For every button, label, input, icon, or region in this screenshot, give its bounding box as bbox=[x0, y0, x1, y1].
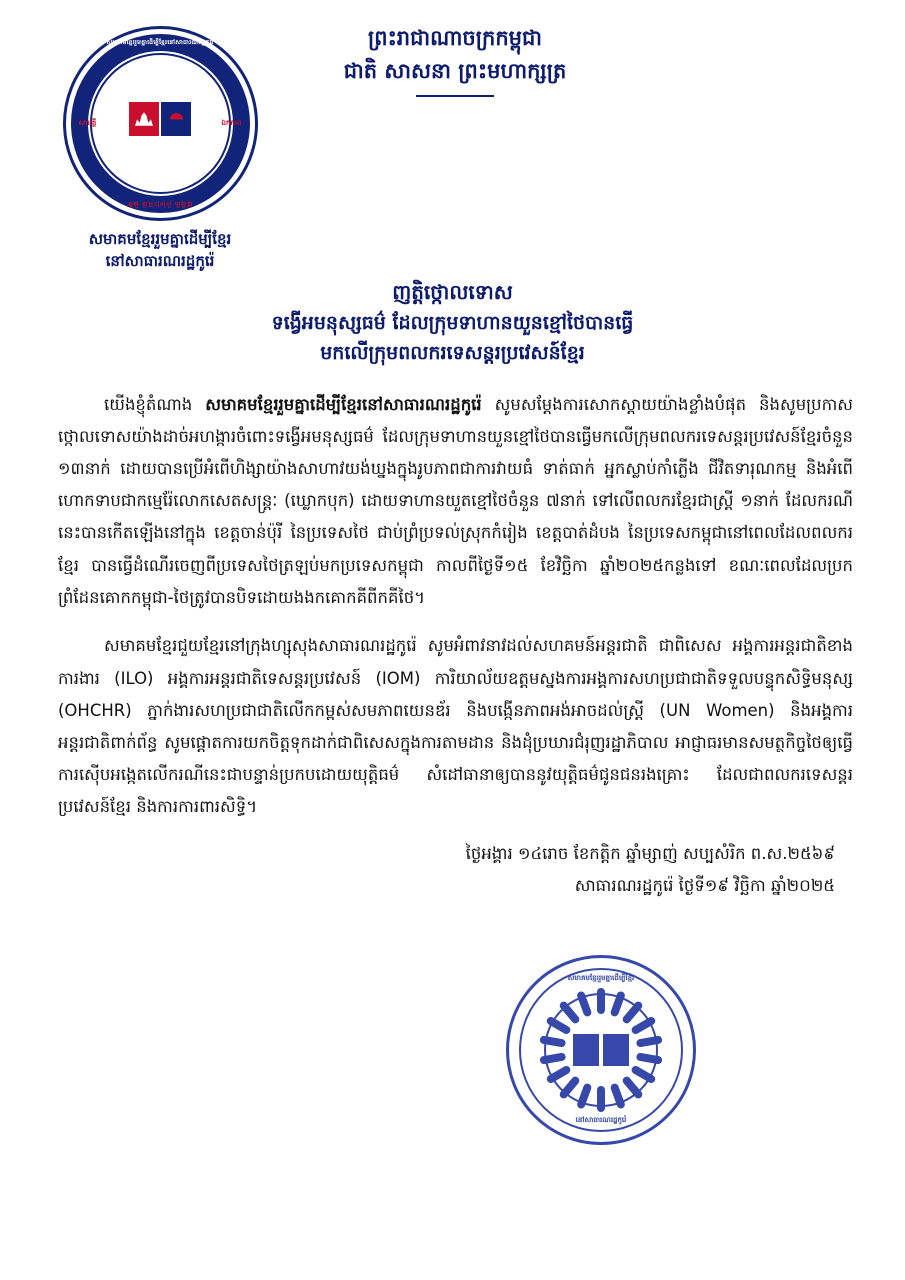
signature-date-buddhist: ថ្ងៃអង្គារ ១៤រោច ខែកត្តិក ឆ្នាំម្សាញ់ សប្បសំរិក ព.ស.២៥៦៩ bbox=[465, 843, 835, 863]
document-header bbox=[0, 0, 905, 270]
organization-name: សមាគមខ្មែររួមគ្នាដើម្បីខ្មែរនៅសាធារណរដ្ឋកូរ៉េ bbox=[205, 394, 482, 414]
cambodia-flag-icon bbox=[129, 102, 159, 136]
document-body bbox=[58, 389, 853, 824]
national-motto bbox=[290, 22, 620, 97]
logo-side-text-left: សាមគ្គី bbox=[78, 118, 97, 127]
logo-ring-text-bottom: 재한 캄보디아인 연합회 bbox=[127, 202, 193, 209]
title-line-2: ទង្វើអមនុស្សធម៌ ដែលក្រុមទាហានយួនខ្មៅថៃបានធ្វើ bbox=[271, 312, 634, 334]
stamp-text-top: សមាគមខ្មែររួមគ្នាដើម្បីខ្មែរ bbox=[567, 974, 635, 982]
title-line-1: ញត្តិថ្កោលទោស bbox=[392, 280, 513, 304]
stamp-core-emblem bbox=[573, 1034, 629, 1066]
korea-flag-icon bbox=[161, 102, 191, 136]
logo-ring-text-top: សមាគមខ្មែររួមគ្នាដើម្បីខ្មែរនៅសាធារណរដ្ឋកូរ៉េ bbox=[106, 39, 214, 46]
body-paragraph-1 bbox=[58, 389, 853, 614]
stamp-text-bottom: នៅសាធារណរដ្ឋកូរ៉េ bbox=[575, 1116, 627, 1124]
motto-divider bbox=[416, 95, 494, 97]
association-logo-block bbox=[40, 26, 280, 273]
page-title bbox=[133, 276, 773, 369]
paragraph1-rest: សូមសម្តែងការសោកស្តាយយ៉ាងខ្លាំងបំផុត និងសូមប្រកាសថ្កោលទោសយ៉ាងដាច់អហង្ការចំពោះទង្វើអមនុស្សធម៌ ដែលក្រុមទាហានយួនខ្មៅថៃបានធ្វើមកលើក្រុមពលករទេសន្តរប្រវេសន៍ខ្មែរចំនួន ១៣នាក់ ដោយបានប្រើអំពើហិង្សាយ៉ាងសាហាវយង់ឃ្នងក្នុងរូបភាពជាការវាយធំ ទាត់ធាក់ អ្នកស្លាប់កាំភ្លើង ជីវិតទារុណកម្ម និងអំពើហោកទាបជាកម្មេរ៉ែលោកសេតសន្ត្រៈ (ឃ្លោកបុក) ដោយទាហានយួតខ្មៅថៃចំនួន ៧នាក់ ទៅលើពលករខ្មែរជាស្ត្រី ១នាក់ ដែលករណីនេះបានកើតឡើងនៅក្នុង ខេត្តចាន់ប៉ុរី នៃប្រទេសថៃ ជាប់ព្រំប្រទល់ស្រុកកំរៀង ខេត្តបាត់ដំបង នៃប្រទេសកម្ពុជានៅពេលដែលពលករខ្មែរ បានធ្វើដំណើរចេញពីប្រទេសថៃត្រឡប់មកប្រទេសកម្ពុជា កាលពីថ្ងៃទី១៥ ខែវិច្ឆិកា ឆ្នាំ២០២៥កន្លងទៅ ខណៈពេលដែលប្រកព្រំដែនគោកកម្ពុជា-ថៃត្រូវបានបិទដោយងងកគោកគីពីកគីថៃ។ bbox=[58, 394, 853, 607]
association-logo-icon bbox=[63, 26, 258, 221]
motto-line-2: ជាតិ សាសនា ព្រះមហាក្សត្រ bbox=[343, 58, 567, 83]
paragraph1-lead: យើងខ្ញុំតំណាង bbox=[104, 394, 206, 414]
logo-side-text-right: ឯកភាព bbox=[221, 118, 242, 127]
logo-caption bbox=[40, 229, 280, 273]
logo-core bbox=[101, 64, 220, 183]
official-stamp-icon bbox=[506, 955, 696, 1145]
logo-caption-line2: នៅសាធារណរដ្ឋកូរ៉េ bbox=[105, 251, 215, 270]
signature-date-gregorian: សាធារណរដ្ឋកូរ៉េ ថ្ងៃទី១៩ វិច្ឆិកា ឆ្នាំ២០២៥ bbox=[574, 875, 835, 895]
logo-caption-line1: សមាគមខ្មែររួមគ្នាដើម្បីខ្មែរ bbox=[88, 230, 232, 248]
signature-block bbox=[0, 838, 835, 902]
motto-line-1: ព្រះរាជាណាចក្រកម្ពុជា bbox=[367, 26, 542, 50]
body-paragraph-2: សមាគមខ្មែរជួយខ្មែរនៅក្រុងហ្សុសុងសាធារណរដ្ឋកូរ៉េ សូមអំពាវនាវដល់សហគមន៍អន្តរជាតិ ជាពិសេស អង្គការអន្តរជាតិខាងការងារ (ILO) អង្គការអន្តរជាតិទេសន្តរប្រវេសន៍ (IOM) ការិយាល័យឧត្តមស្នងការអង្គការសហប្រជាជាតិទទួលបន្ទុកសិទ្ធិមនុស្ស (OHCHR) ភ្នាក់ងារសហប្រជាជាតិលើកកម្ពស់សមភាពយេនឌ័រ និងបង្កើនភាពអង់អាចដល់ស្ត្រី (UN Women) និងអង្គការអន្តរជាតិពាក់ព័ន្ធ សូមផ្តោតការយកចិត្តទុកដាក់ជាពិសេសក្នុងការតាមដាន និងដុំប្រឃារជំរុញរដ្ឋាភិបាល អាជ្ញាធរមានសមត្ថកិច្ចថៃឲ្យធ្វើការស៊ើបអង្កេតលើករណីនេះជាបន្ទាន់ប្រកបដោយយុត្តិធម៌ សំដៅធានាឲ្យបាននូវយុត្តិធម៌ជូនជនរងគ្រោះ ដែលជាពលករទេសន្តរប្រវេសន៍ខ្មែរ និងការការពារសិទ្ធិ។ bbox=[58, 636, 853, 817]
title-line-3: មកលើក្រុមពលករទេសន្តរប្រវេសន៍ខ្មែរ bbox=[320, 342, 585, 365]
